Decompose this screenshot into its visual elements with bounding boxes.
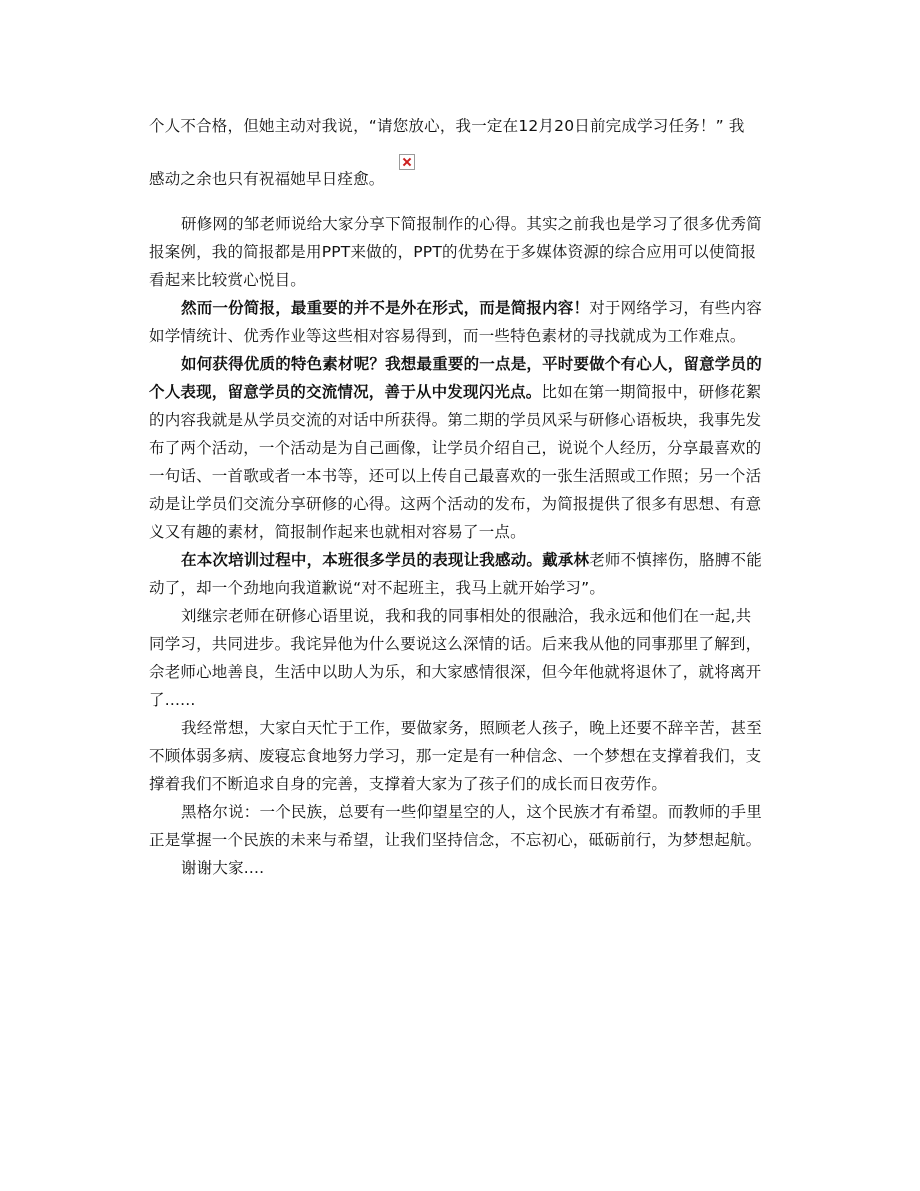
text-line	[149, 686, 771, 714]
text-line	[149, 742, 771, 770]
paragraph-first-line	[149, 546, 771, 574]
text-line	[149, 378, 771, 406]
bold-text-run: 在本次培训过程中，本班很多学员的表现让我感动。戴承林	[181, 551, 590, 569]
text-run: 看起来比较赏心悦目。	[149, 271, 307, 289]
document-body	[149, 112, 771, 882]
bold-text-run: 如何获得优质的特色素材呢？我想最重要的一点是，平时要做个有心人，留意学员的	[181, 355, 762, 373]
text-run: 正是掌握一个民族的未来与希望，让我们坚持信念，不忘初心，砥砺前行，为梦想起航。	[149, 831, 762, 849]
text-run: 的内容我就是从学员交流的对话中所获得。第二期的学员风采与研修心语板块，我事先发	[149, 411, 762, 429]
text-line	[149, 112, 771, 140]
text-line	[149, 490, 771, 518]
text-run: 了......	[149, 691, 196, 709]
text-run: 我经常想，大家白天忙于工作，要做家务，照顾老人孩子，晚上还要不辞辛苦，甚至	[181, 719, 762, 737]
text-line	[149, 266, 771, 294]
text-line	[149, 630, 771, 658]
text-line	[149, 406, 771, 434]
text-run: 撑着我们不断追求自身的完善，支撑着大家为了孩子们的成长而日夜劳作。	[149, 775, 668, 793]
text-line	[149, 518, 771, 546]
paragraph-first-line	[149, 602, 771, 630]
text-line	[149, 434, 771, 462]
paragraph-first-line	[149, 854, 771, 882]
bold-text-run: 然而一份简报，最重要的并不是外在形式，而是简报内容！	[181, 299, 590, 317]
text-run: 研修网的邹老师说给大家分享下简报制作的心得。其实之前我也是学习了很多优秀简	[181, 215, 762, 233]
text-run: 刘继宗老师在研修心语里说，我和我的同事相处的很融洽，我永远和他们在一起,共	[181, 607, 752, 625]
text-run: 如学情统计、优秀作业等这些相对容易得到，而一些特色素材的寻找就成为工作难点。	[149, 327, 746, 345]
text-run: 老师不慎摔伤，胳膊不能	[589, 551, 762, 569]
paragraph-first-line	[149, 294, 771, 322]
text-run: 报案例，我的简报都是用PPT来做的，PPT的优势在于多媒体资源的综合应用可以使简报	[149, 243, 757, 261]
text-run: 动了，却一个劲地向我道歉说“对不起班主，我马上就开始学习”。	[149, 579, 606, 597]
text-run: 一句话、一首歌或者一本书等，还可以上传自己最喜欢的一张生活照或工作照；另一个活	[149, 467, 762, 485]
paragraph-first-line	[149, 714, 771, 742]
text-line	[149, 658, 771, 686]
paragraph-first-line	[149, 210, 771, 238]
text-run: 比如在第一期简报中，研修花絮	[541, 383, 762, 401]
paragraph-first-line	[149, 798, 771, 826]
text-run: 布了两个活动，一个活动是为自己画像，让学员介绍自己，说说个人经历，分享最喜欢的	[149, 439, 762, 457]
text-line	[149, 770, 771, 798]
text-run: 佘老师心地善良，生活中以助人为乐，和大家感情很深，但今年他就将退休了，就将离开	[149, 663, 762, 681]
text-run: 同学习，共同进步。我诧异他为什么要说这么深情的话。后来我从他的同事那里了解到，	[149, 635, 762, 653]
text-run: 感动之余也只有祝福她早日痊愈。	[149, 170, 385, 188]
text-run: 个人不合格，但她主动对我说，“请您放心，我一定在12月20日前完成学习任务！” 我	[149, 117, 745, 135]
text-run: 黑格尔说：一个民族，总要有一些仰望星空的人，这个民族才有希望。而教师的手里	[181, 803, 762, 821]
text-line	[149, 238, 771, 266]
text-line	[149, 826, 771, 854]
text-line	[149, 154, 771, 188]
text-line	[149, 322, 771, 350]
text-run: 动是让学员们交流分享研修的心得。这两个活动的发布，为简报提供了很多有思想、有意	[149, 495, 762, 513]
text-run: 对于网络学习，有些内容	[589, 299, 762, 317]
text-run: 不顾体弱多病、废寝忘食地努力学习，那一定是有一种信念、一个梦想在支撑着我们，支	[149, 747, 762, 765]
text-line	[149, 574, 771, 602]
text-line	[149, 462, 771, 490]
text-run: 谢谢大家....	[181, 859, 265, 877]
broken-image-icon	[399, 154, 415, 170]
paragraph-first-line	[149, 350, 771, 378]
text-run: 义又有趣的素材，简报制作起来也就相对容易了一点。	[149, 523, 526, 541]
bold-text-run: 个人表现，留意学员的交流情况，善于从中发现闪光点。	[149, 383, 542, 401]
